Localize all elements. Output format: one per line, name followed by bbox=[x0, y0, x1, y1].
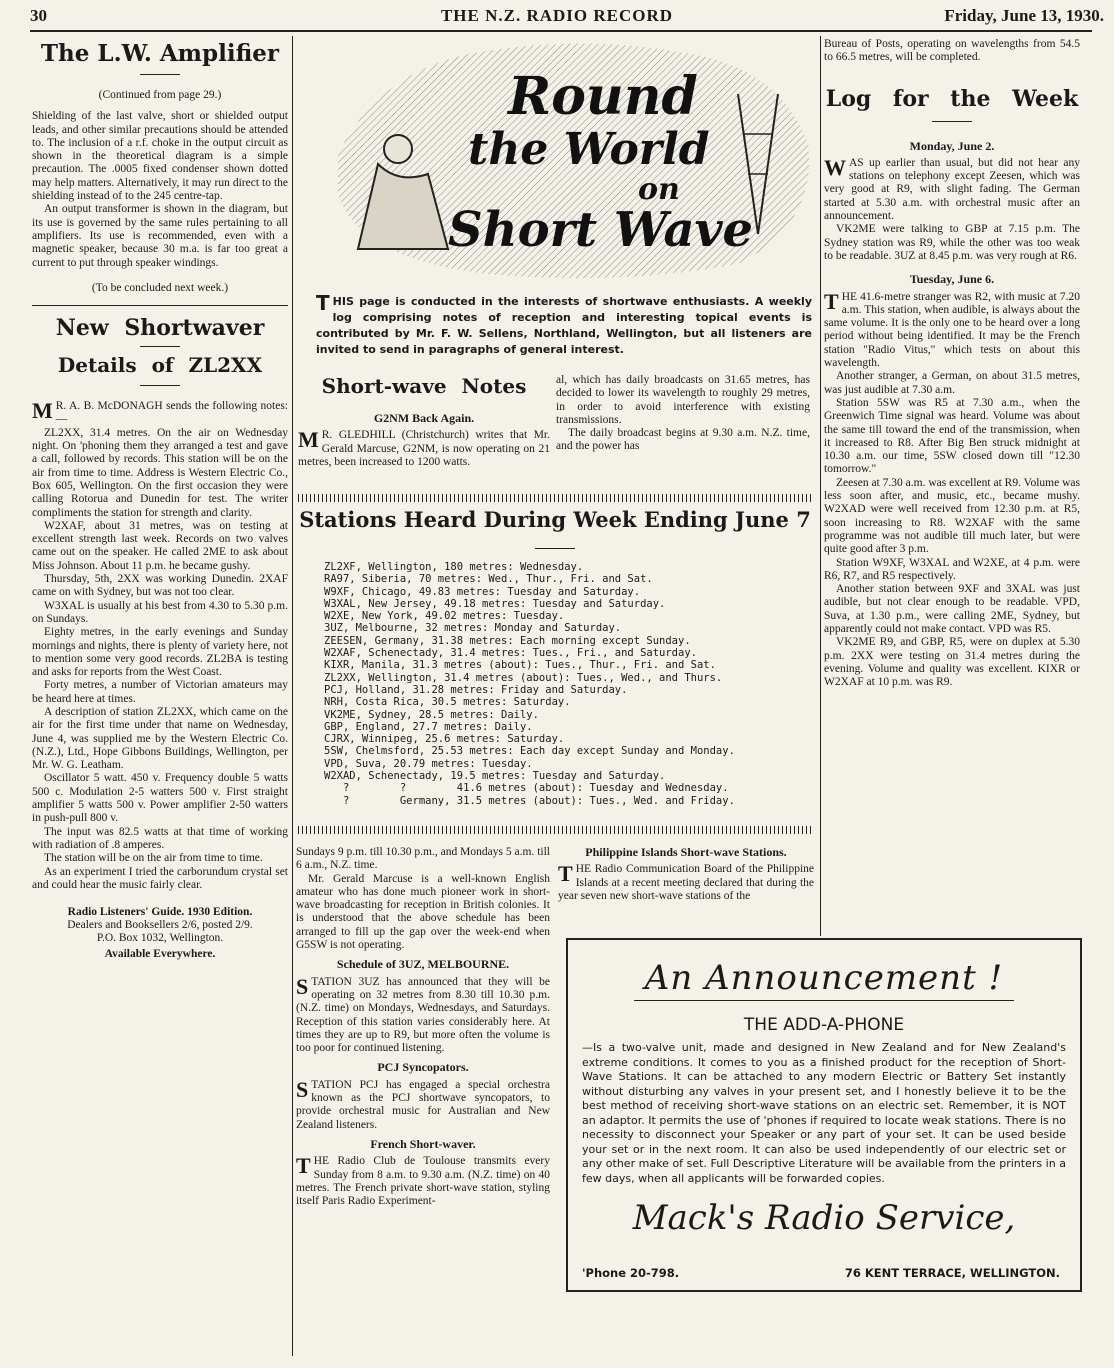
drop-cap: T bbox=[824, 288, 839, 314]
tuesday-heading: Tuesday, June 6. bbox=[909, 272, 995, 287]
banner-line-4: Short Wave bbox=[448, 202, 754, 258]
philippine-heading: Philippine Islands Short-wave Stations. bbox=[585, 845, 787, 859]
ad-headline: An Announcement ! bbox=[644, 958, 1004, 998]
header-rule bbox=[30, 30, 1092, 32]
hatched-divider bbox=[298, 494, 812, 502]
concluded-note: (To be concluded next week.) bbox=[91, 281, 229, 294]
article-para: Forty metres, a number of Victorian amateurs may be heard here at times. bbox=[32, 679, 288, 705]
log-text: HE 41.6-metre stranger was R2, with music at 7.20 a.m. This station, when audible, is always about the same volume. It is the only one to be heard over a long period without being identified. It may be the French station "Radio Vitus," which tests on about this wavelength. bbox=[824, 290, 1080, 370]
continued-note: (Continued from page 29.) bbox=[98, 89, 222, 101]
monday-heading: Monday, June 2. bbox=[909, 138, 995, 153]
station-entry: NRH, Costa Rica, 30.5 metres: Saturday. bbox=[324, 696, 571, 709]
intro-text: HIS page is conducted in the interests of shortwave enthusiasts. A weekly log comprising notes of reception and interesting topical events is contributed by Mr. F. W. Sellens, Northland, Wellington, but all listeners are invited to send in paragraphs of general interest. bbox=[316, 295, 812, 356]
article-para: ZL2XX, 31.4 metres. On the air on Wednesday night. On 'phoning them they arranged a test and gave a call, followed by records. This station will be on the air from time to time. Address is Western Electric Co., Box 605, Wellington. On the first occasion they were calling Rotorua and Dunedin for test. The writer compliments the station for strength and clarity. bbox=[32, 426, 288, 519]
schedule-text: TATION 3UZ has announced that they will be operating on 32 metres from 8.30 till 10.30 p.m. (N.Z. time) on Mondays, Wednesdays, and Saturdays. Reception of this station varies considerably here. At times they are up to R9, but more often the volume is too poor for continued listening. bbox=[296, 975, 550, 1055]
drop-cap: M bbox=[298, 427, 319, 453]
station-entry: W3XAL, New Jersey, 49.18 metres: Tuesday and Saturday. bbox=[324, 597, 666, 610]
hatched-divider bbox=[298, 826, 812, 834]
pcj-text: TATION PCJ has engaged a special orchestra known as the PCJ shortwave syncopators, to provide orchestral music for Australian and New Zealand listeners. bbox=[296, 1078, 550, 1131]
drop-cap: T bbox=[296, 1153, 311, 1179]
ad-phone: 'Phone 20-798. bbox=[582, 1266, 680, 1280]
divider bbox=[140, 385, 180, 386]
page-header bbox=[0, 4, 1114, 28]
g2nm-text: R. GLEDHILL (Christchurch) writes that Mr. Gerald Marcuse, G2NM, is now operating on 21 metres, been increased to 1200 watts. bbox=[298, 429, 550, 468]
log-text: Another station between 9XF and 3XAL was just audible, but not clear enough to be readable. VPD, Suva, at 1.30 p.m., were calling 2ME, Sydney, but apparently could not make contact. VPD was R5. bbox=[824, 583, 1080, 635]
station-entry: KIXR, Manila, 31.3 metres (about): Tues., Thur., Fri. and Sat. bbox=[324, 659, 716, 672]
column-1 bbox=[32, 36, 288, 961]
log-text: VK2ME were talking to GBP at 7.15 p.m. The Sydney station was R9, while the other was too weak to be readable. 3UZ at 8.45 p.m. was very rough at R6. bbox=[824, 223, 1080, 262]
banner-line-3: on bbox=[638, 172, 680, 207]
station-entry: W2XAF, Schenectady, 31.4 metres: Tues., Fri., and Saturday. bbox=[324, 647, 697, 660]
stations-title: Stations Heard During Week Ending June 7 bbox=[299, 507, 811, 532]
intro-paragraph bbox=[316, 291, 812, 358]
amplifier-title: The L.W. Amplifier bbox=[40, 40, 280, 67]
article-para: W2XAF, about 31 metres, was on testing at excellent strength last week. Records on two valves came out on the speaker. He called 2ME to ask about Miss Johnson. About 11 p.m. he became gushy. bbox=[32, 519, 288, 572]
station-entry: ZEESEN, Germany, 31.38 metres: Each morning except Sunday. bbox=[324, 634, 691, 647]
article-para: A description of station ZL2XX, which came on the air for the first time under that name on Wednesday, June 4, was supplied me by the Western Electric Co. (N.Z.), Ltd., Hope Gibbons Buildings, Wellington, per Mr. W. G. Leatham. bbox=[32, 705, 288, 772]
ad-product: THE ADD-A-PHONE bbox=[743, 1015, 905, 1035]
page-number: 30 bbox=[30, 6, 47, 25]
station-entry: ZL2XX, Wellington, 31.4 metres (about): Tues., Wed., and Thurs. bbox=[324, 671, 723, 684]
log-text: Station 5SW was R5 at 7.30 a.m., when the Greenwich Time signal was heard. Volume was about the same till toward the end of the transmission, when it increased to R8. After Big Ben struck midnight at 10.30 a.m. our time, 5SW closed down till "12.30 tomorrow." bbox=[824, 396, 1080, 476]
new-shortwaver-title: New Shortwaver bbox=[55, 315, 265, 342]
article-para: R. A. B. McDONAGH sends the following notes:— bbox=[55, 400, 288, 426]
guide-notice bbox=[32, 906, 288, 961]
article-para: The station will be on the air from time to time. bbox=[44, 852, 263, 865]
pcj-heading: PCJ Syncopators. bbox=[377, 1060, 469, 1075]
guide-availability: Available Everywhere. bbox=[104, 948, 216, 961]
g2nm-heading: G2NM Back Again. bbox=[373, 411, 475, 425]
shortwave-notes-continued bbox=[556, 374, 810, 454]
log-text: Station W9XF, W3XAL and W2XE, at 4 p.m. were R6, R7, and R5 respectively. bbox=[824, 556, 1080, 582]
philippine-article bbox=[558, 846, 814, 903]
drop-cap: S bbox=[296, 973, 309, 999]
guide-title: Radio Listeners' Guide. 1930 Edition. bbox=[67, 906, 253, 919]
schedule-heading: Schedule of 3UZ, MELBOURNE. bbox=[336, 957, 510, 972]
drop-cap: T bbox=[316, 291, 330, 315]
amplifier-para: Shielding of the last valve, short or shielded output leads, and other similar precautions should be attended to. The inclusion of a r.f. choke in the output circuit as shown in the theoretical diagram is a simple precaution. The .0005 fixed condenser shown dotted may help matters. Alternatively, it may run direct to the shielding instead of to the 245 centre-tap. bbox=[32, 110, 288, 203]
stations-section bbox=[298, 506, 812, 807]
article-para: Sundays 9 p.m. till 10.30 p.m., and Mondays 5 a.m. till 6 a.m., N.Z. time. bbox=[296, 846, 550, 872]
announcement-advertisement bbox=[566, 938, 1082, 1292]
listener-head-icon bbox=[384, 135, 412, 163]
divider bbox=[535, 548, 575, 549]
article-para: Oscillator 5 watt. 450 v. Frequency double 5 watts 500 c. Modulation 2-5 watters 500 v. First straight amplifier 5 watts 500 v. Power amplifier 2-50 watters in push-pull 800 v. bbox=[32, 772, 288, 825]
drop-cap: W bbox=[824, 154, 846, 180]
banner-art bbox=[318, 34, 820, 280]
banner-line-1: Round bbox=[508, 66, 698, 127]
column-rule bbox=[820, 36, 821, 936]
station-entry: VPD, Suva, 20.79 metres: Tuesday. bbox=[324, 757, 533, 770]
drop-cap: S bbox=[296, 1076, 309, 1102]
article-para: Thursday, 5th, 2XX was working Dunedin. 2XAF came on with Sydney, but was not too clear. bbox=[32, 573, 288, 599]
station-entry: ? Germany, 31.5 metres (about): Tues., Wed. and Friday. bbox=[324, 794, 735, 807]
banner-illustration bbox=[318, 34, 820, 280]
amplifier-para: An output transformer is shown in the diagram, but its use is governed by the same rules pertaining to all amplifiers. Its use is recommended, even with a magnetic speaker, because 30 m.a. is far too great a current to put through speaker windings. bbox=[32, 203, 288, 269]
log-text: Zeesen at 7.30 a.m. was excellent at R9. Volume was less soon after, and music, etc., became mushy. W2XAD were well received from 12.30 p.m. at R5, soon increasing to R8. W2XAF with the same programme was not audible till much later, but were quite good after 3 p.m. bbox=[824, 476, 1080, 556]
column-rule bbox=[292, 36, 293, 1356]
station-entry: ZL2XF, Wellington, 180 metres: Wednesday. bbox=[324, 561, 584, 573]
banner-line-2: the World bbox=[468, 124, 710, 175]
column-5 bbox=[824, 38, 1080, 689]
log-text: VK2ME R9, and GBP, R5, were on duplex at 5.30 p.m. 2XX were testing on 31.4 metres during the evening. Volume and quality was excellent. KIXR or W2XAF at 10 p.m. was R9. bbox=[824, 636, 1080, 689]
article-para: The input was 82.5 watts at that time of working with radiation of .8 amperes. bbox=[32, 825, 288, 851]
ad-body: —Is a two-valve unit, made and designed in New Zealand and for New Zealand's extreme conditions. It comes to you as a finished product for the reception of Short-Wave Stations. It can be attached to any modern Electric or Battery Set instantly without disturbing any valves in your present set, and I honestly believe it to be the best method of receiving short-wave stations on an electric set. Remember, it is NOT an adaptor. It permits the use of 'phones if required to locate weak stations. There is no necessity to disconnect your Speaker or any part of your set. It can be used beside your set or in the next room. It can also be used independently of our electric set or any other make of set. Full Descriptive Literature will be available from the printers in a few days, when all applicants will be forwarded copies. bbox=[582, 1041, 1066, 1185]
shortwave-notes bbox=[298, 372, 550, 469]
french-heading: French Short-waver. bbox=[370, 1136, 476, 1151]
station-entry: W2XE, New York, 49.02 metres: Tuesday. bbox=[324, 610, 565, 623]
article-para: W3XAL is usually at his best from 4.30 to 5.30 p.m. on Sundays. bbox=[32, 599, 288, 625]
notes-title: Short-wave Notes bbox=[321, 374, 527, 398]
zl2xx-subtitle: Details of ZL2XX bbox=[57, 353, 263, 378]
station-entry: W2XAD, Schenectady, 19.5 metres: Tuesday and Saturday. bbox=[324, 770, 666, 783]
article-para: Eighty metres, in the early evenings and Sunday mornings and nights, there is plenty of variety here, not to mention some very good records. ZL2BA is testing and asks for reports from the West Coast. bbox=[32, 626, 288, 679]
masthead: THE N.Z. RADIO RECORD bbox=[440, 6, 674, 25]
divider bbox=[32, 305, 288, 306]
french-text: HE Radio Club de Toulouse transmits every Sunday from 8 a.m. to 9.30 a.m. (N.Z. time) on 40 metres. The French private short-wave station, styling itself Paris Radio Experiment- bbox=[296, 1155, 550, 1208]
log-text: AS up earlier than usual, but did not hear any stations on telephony except Zeesen, which was very good at R9, with slight fading. The German started at 5.30 a.m. with orchestral music after an announcement. bbox=[824, 156, 1080, 223]
station-entry: CJRX, Winnipeg, 25.6 metres: Saturday. bbox=[324, 733, 565, 746]
station-entry: PCJ, Holland, 31.28 metres: Friday and Saturday. bbox=[324, 683, 628, 696]
article-para: As an experiment I tried the carborundum crystal set and could hear the music fairly clear. bbox=[32, 865, 288, 891]
issue-date: Friday, June 13, 1930. bbox=[944, 6, 1104, 25]
philippine-text: HE Radio Communication Board of the Philippine Islands at a recent meeting declared that during the year seven new short-wave stations of the bbox=[558, 863, 814, 902]
drop-cap: T bbox=[558, 861, 573, 887]
guide-address: P.O. Box 1032, Wellington. bbox=[96, 932, 224, 945]
station-entry: RA97, Siberia, 70 metres: Wed., Thur., Fri. and Sat. bbox=[324, 573, 653, 586]
station-entry: 5SW, Chelmsford, 25.53 metres: Each day except Sunday and Monday. bbox=[324, 745, 735, 758]
guide-price: Dealers and Booksellers 2/6, posted 2/9. bbox=[67, 919, 253, 932]
divider bbox=[140, 74, 180, 75]
station-entry: GBP, England, 27.7 metres: Daily. bbox=[324, 720, 533, 733]
ad-company: Mack's Radio Service, bbox=[632, 1198, 1016, 1238]
stations-list bbox=[298, 561, 812, 807]
divider bbox=[140, 346, 180, 347]
station-entry: 3UZ, Melbourne, 32 metres: Monday and Saturday. bbox=[324, 622, 622, 635]
notes-para: The daily broadcast begins at 9.30 a.m. N.Z. time, and the power has bbox=[556, 427, 810, 453]
divider bbox=[932, 121, 972, 122]
log-title: Log for the Week bbox=[825, 85, 1079, 112]
station-entry: VK2ME, Sydney, 28.5 metres: Daily. bbox=[324, 708, 539, 721]
article-para: Bureau of Posts, operating on wavelengths from 54.5 to 66.5 metres, will be completed. bbox=[824, 38, 1080, 64]
station-entry: ? ? 41.6 metres (about): Tuesday and Wednesday. bbox=[324, 782, 729, 795]
column-3 bbox=[296, 846, 550, 1208]
divider bbox=[634, 1000, 1014, 1001]
drop-cap: M bbox=[32, 398, 53, 424]
ad-address: 76 KENT TERRACE, WELLINGTON. bbox=[844, 1266, 1060, 1280]
article-para: Mr. Gerald Marcuse is a well-known English amateur who has done much pioneer work in short-wave broadcasting for reception in British colonies. It is understood that the above schedule has been arranged to fill up the gap over the week-end when G5SW is not operating. bbox=[296, 872, 550, 952]
log-text: Another stranger, a German, on about 31.5 metres, was just audible at 7.30 a.m. bbox=[824, 370, 1080, 396]
station-entry: W9XF, Chicago, 49.83 metres: Tuesday and Saturday. bbox=[324, 585, 641, 598]
notes-para: al, which has daily broadcasts on 31.65 metres, has decided to lower its wavelength to roughly 29 metres, in order to avoid interference with existing transmissions. bbox=[556, 374, 810, 426]
